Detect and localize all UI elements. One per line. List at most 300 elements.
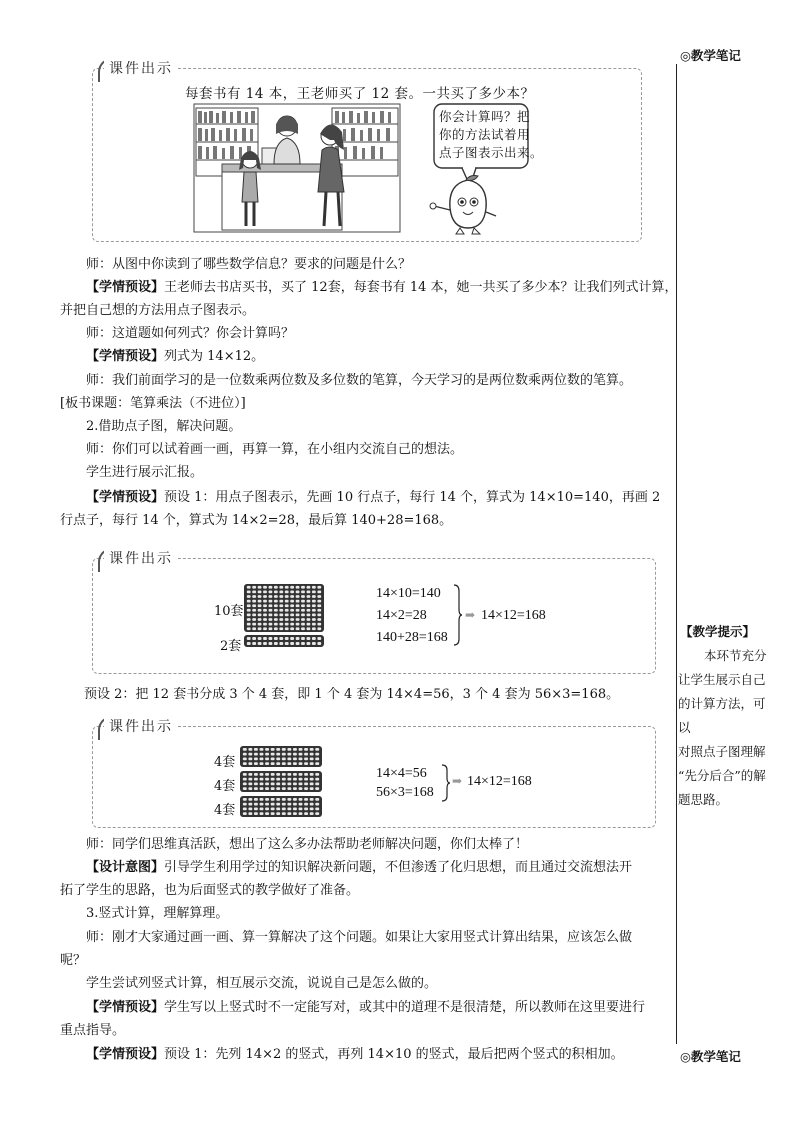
dot [263,623,267,626]
dot [310,778,314,781]
dot [296,600,300,603]
paragraph: 师：我们前面学习的是一位数乘两位数及多位数的笔算，今天学习的是两位数乘两位数的笔算。 [86,373,633,388]
paragraph: 师：你们可以试着画一画，再算一算，在小组内交流自己的想法。 [86,442,464,457]
dot [279,591,283,594]
dot [271,778,275,781]
dot [307,595,311,598]
dot [315,757,319,760]
dot [317,614,321,617]
dot [312,600,316,603]
dot [254,753,258,756]
dot [265,798,269,801]
dot [243,748,247,751]
dot [307,609,311,612]
dot [285,614,289,617]
label-preset: 【学情预设】 [86,280,165,295]
dot [317,627,321,630]
dot [285,637,289,640]
dot [290,586,294,589]
dot [282,803,286,806]
dot [307,637,311,640]
dot [260,748,264,751]
paragraph [60,345,668,368]
dot [317,595,321,598]
dot [247,591,251,594]
teaching-tip-title: 【教学提示】 [680,624,756,639]
dot [274,600,278,603]
dot [293,773,297,776]
dot [260,757,264,760]
dot-grid-4-rows [240,771,322,792]
dot [269,604,273,607]
dot [271,807,275,810]
dot [248,748,252,751]
dot [252,591,256,594]
dot [304,807,308,810]
dot [293,753,297,756]
dot [307,618,311,621]
dot [301,637,305,640]
dot [290,600,294,603]
dot [299,812,303,815]
dot [287,782,291,785]
dot [276,778,280,781]
dot-grid-2-rows [244,635,324,647]
dot [247,627,251,630]
dot [282,807,286,810]
dot [258,614,262,617]
dot [254,762,258,765]
dot [260,807,264,810]
dot [282,778,286,781]
dot [248,757,252,760]
dot [279,627,283,630]
paragraph [60,856,668,879]
dot [285,604,289,607]
dot [282,773,286,776]
dot [260,803,264,806]
dot [287,748,291,751]
dot [312,604,316,607]
dot [260,773,264,776]
dot [290,604,294,607]
dot [279,618,283,621]
dot [296,642,300,645]
dot [315,812,319,815]
dot [252,595,256,598]
notes-header-bottom: ◎教学笔记 [680,1049,741,1064]
dot [252,604,256,607]
set-label: 4套 [214,779,236,794]
margin-rule [676,64,677,1044]
courseware-box-3 [92,726,656,828]
dot [279,614,283,617]
dot [247,614,251,617]
dot [315,782,319,785]
dot [304,753,308,756]
dot [299,748,303,751]
dot [293,803,297,806]
dot [248,762,252,765]
paragraph-text: 王老师去书店买书，买了 12套，每套书有 14 本，她一共买了多少本？让我们列式计算， [164,280,678,295]
dot [263,600,267,603]
dot [274,614,278,617]
tip-line: 题思路。 [678,792,729,807]
tip-line: 本环节充分 [704,648,767,663]
dot [243,803,247,806]
arrow-icon: ➡ [452,774,463,788]
label-preset: 【学情预设】 [86,349,165,364]
dot [282,812,286,815]
dot [274,591,278,594]
set-label: 10套 [214,604,244,619]
dot [265,773,269,776]
dot [279,595,283,598]
dot [296,586,300,589]
dot [287,773,291,776]
dot [276,757,280,760]
dot [317,618,321,621]
dot [254,778,258,781]
word-problem-text: 每套书有 14 本，王老师买了 12 套。一共买了多少本？ [185,86,535,102]
dot [285,595,289,598]
dot [276,773,280,776]
dot [263,637,267,640]
dot [263,586,267,589]
dot [285,586,289,589]
dot [307,586,311,589]
dot [243,773,247,776]
dot [287,803,291,806]
paragraph: 学生进行展示汇报。 [86,465,204,480]
dot [317,604,321,607]
paragraph: 拓了学生的思路，也为后面竖式的教学做好了准备。 [60,883,360,898]
paragraph-text: 引导学生利用学过的知识解决新问题，不但渗透了化归思想，而且通过交流想法开 [164,860,633,875]
dot [310,803,314,806]
dot [258,623,262,626]
dot [287,787,291,790]
dot [243,757,247,760]
dot [269,591,273,594]
dot [274,586,278,589]
dot [290,609,294,612]
dot [299,807,303,810]
paragraph: 3.竖式计算，理解算理。 [86,906,229,921]
dot [304,798,308,801]
dot [304,782,308,785]
dot [248,753,252,756]
paragraph: 重点指导。 [60,1023,126,1038]
dot [317,609,321,612]
dot [258,586,262,589]
dot [260,798,264,801]
dot [285,642,289,645]
dot [269,595,273,598]
dot [285,627,289,630]
dot [252,642,256,645]
dot [317,623,321,626]
dot [310,773,314,776]
dot [274,609,278,612]
dot [252,600,256,603]
dot [315,753,319,756]
courseware-box-2 [92,558,656,674]
dot [274,623,278,626]
dot [279,586,283,589]
dot [285,623,289,626]
dot [310,812,314,815]
equation: 56×3=168 [376,785,434,800]
dot [271,812,275,815]
dot [317,586,321,589]
dot [301,586,305,589]
dot [310,807,314,810]
dot [248,803,252,806]
dot [312,623,316,626]
dot [299,782,303,785]
dot [290,595,294,598]
dot [252,627,256,630]
dot [279,600,283,603]
dot [287,757,291,760]
dot [315,798,319,801]
dot [282,753,286,756]
dot [258,627,262,630]
dot [317,642,321,645]
paragraph-text: 列式为 14×12。 [164,349,265,364]
dot [248,787,252,790]
dot [254,773,258,776]
dot [293,778,297,781]
dot [282,782,286,785]
dot [243,798,247,801]
dot [301,600,305,603]
dot [290,627,294,630]
tip-line: “先分后合”的解 [678,768,766,783]
dot [271,787,275,790]
dot [243,787,247,790]
dot [301,604,305,607]
dot [258,609,262,612]
courseware-tag: 课件出示 [104,548,178,568]
dot [299,798,303,801]
dot [312,595,316,598]
equation: 14×2=28 [376,608,427,623]
paragraph-text: 预设 1：用点子图表示，先画 10 行点子，每行 14 个，算式为 14×10=140，再画 2 [164,490,661,505]
dot [293,787,297,790]
equation: 140+28=168 [376,630,448,645]
dot [285,618,289,621]
dot [317,591,321,594]
dot [287,762,291,765]
dot [248,798,252,801]
dot [315,778,319,781]
dot [301,618,305,621]
dot [310,757,314,760]
dot [269,642,273,645]
courseware-tag: 课件出示 [104,716,178,736]
paragraph-text: 学生写以上竖式时不一定能写对，或其中的道理不是很清楚，所以教师在这里要进行 [164,1000,646,1015]
dot [271,803,275,806]
dot [247,595,251,598]
dot [312,591,316,594]
dot [258,595,262,598]
dot [304,762,308,765]
dot [265,782,269,785]
dot [296,591,300,594]
dot [293,762,297,765]
dot [269,618,273,621]
dot [248,773,252,776]
equation: 14×10=140 [376,586,441,601]
dot [271,753,275,756]
dot [287,807,291,810]
dot [263,591,267,594]
result-equation: 14×12=168 [481,608,546,623]
dot [301,642,305,645]
dot [247,623,251,626]
dot [301,627,305,630]
dot [304,748,308,751]
dot [243,778,247,781]
dot [263,627,267,630]
dot [299,757,303,760]
dot [307,604,311,607]
dot [315,807,319,810]
dot [293,748,297,751]
dot [315,762,319,765]
dot [312,627,316,630]
dot [247,618,251,621]
dot [258,618,262,621]
dot [258,637,262,640]
dot [258,604,262,607]
dot [317,600,321,603]
notes-header-top: ◎教学笔记 [680,48,741,63]
label-preset: 【学情预设】 [86,1000,165,1015]
dot [254,807,258,810]
dot [299,753,303,756]
equation: 14×4=56 [376,766,427,781]
speech-bubble-text [439,108,543,162]
dot [263,609,267,612]
dot [285,591,289,594]
dot [293,812,297,815]
dot [304,812,308,815]
dot [260,778,264,781]
dot [243,762,247,765]
dot [307,600,311,603]
dot-grid-10-rows [244,584,324,632]
dot [317,637,321,640]
dot [293,798,297,801]
dot [312,637,316,640]
mascot-character [428,174,508,236]
paragraph: 呢？ [60,953,87,968]
dot [301,609,305,612]
dot [269,586,273,589]
dot [263,604,267,607]
dot [299,778,303,781]
dot [252,623,256,626]
dot-grid-4-rows [240,746,322,767]
dot [258,591,262,594]
tip-line: 对照点子图理解 [678,744,766,759]
dot [307,623,311,626]
dot [307,627,311,630]
paragraph: 师：同学们思维真活跃，想出了这么多办法帮助老师解决问题，你们太棒了！ [86,837,529,852]
paragraph [60,486,668,509]
dot [304,787,308,790]
dot [252,618,256,621]
dot [243,753,247,756]
bubble-line: 你的方法试着用 [439,127,531,142]
dot [310,748,314,751]
dot [265,812,269,815]
paragraph [60,1043,668,1066]
dot [310,798,314,801]
dot [243,807,247,810]
dot [247,600,251,603]
dot [263,614,267,617]
teaching-tip-body [678,644,770,812]
dot [301,623,305,626]
dot [265,762,269,765]
courseware-tag: 课件出示 [104,58,178,78]
dot [248,782,252,785]
dot [276,803,280,806]
dot [287,778,291,781]
dot [243,812,247,815]
dot [304,773,308,776]
dot [271,762,275,765]
dot [263,618,267,621]
paragraph: 行点子，每行 14 个，算式为 14×2=28，最后算 140+28=168。 [60,513,453,528]
dot [265,787,269,790]
dot [287,798,291,801]
dot [279,623,283,626]
dot [285,600,289,603]
dot [282,798,286,801]
dot [296,609,300,612]
dot [271,782,275,785]
dot [265,803,269,806]
dot [254,748,258,751]
dot [276,798,280,801]
label-preset: 【学情预设】 [86,1047,165,1062]
dot [312,586,316,589]
dot [282,757,286,760]
dot [312,642,316,645]
dot [269,614,273,617]
dot [296,618,300,621]
dot [304,757,308,760]
dot [290,618,294,621]
dot [310,753,314,756]
dot [296,595,300,598]
dot [301,595,305,598]
dot [271,773,275,776]
dot [243,782,247,785]
dot [247,609,251,612]
dot [274,642,278,645]
dot [274,627,278,630]
dot [274,604,278,607]
brace [441,764,451,802]
dot [299,762,303,765]
dot [299,803,303,806]
dot [247,586,251,589]
